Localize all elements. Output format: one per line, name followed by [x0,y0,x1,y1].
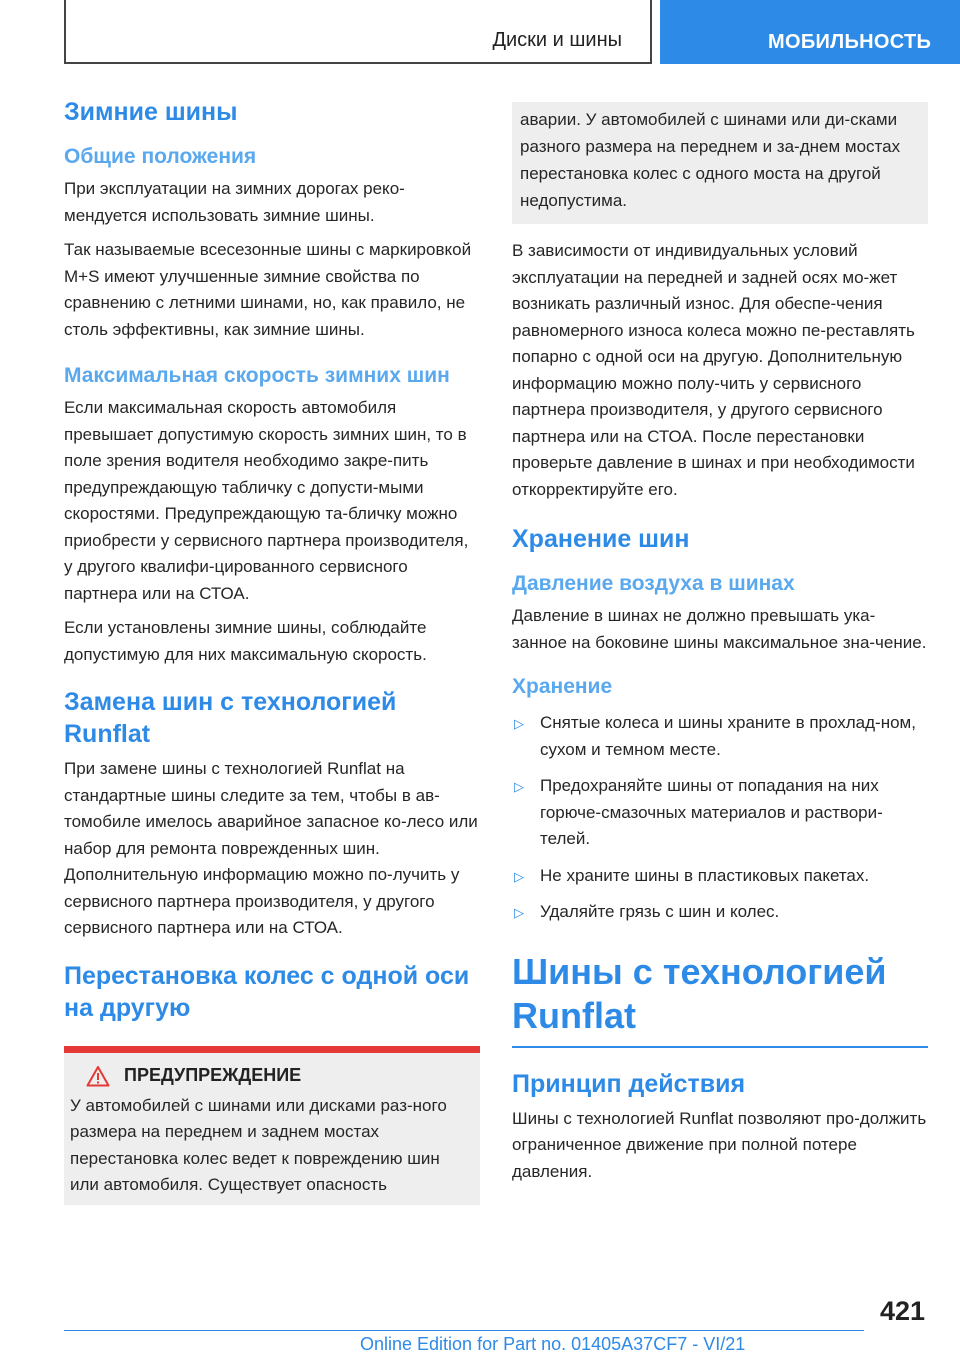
warning-header [70,1065,472,1087]
warning-box [64,1046,480,1205]
paragraph: Шины с технологией Runflat позволяют про-должить ограниченное движение при полной потере давления. [512,1108,927,1181]
right-column [512,102,928,1193]
paragraph: Давление в шинах не должно превышать ука-занное на боковине шины максимальное зна-чение. [512,606,927,652]
header-section-title: Диски и шины [492,29,622,51]
heading-runflat-change: Замена шин с технологией Runflat [64,688,397,748]
paragraph: При эксплуатации на зимних дорогах реко-мендуется использовать зимние шины. [64,179,405,225]
subheading-max-speed: Максимальная скорость зимних шин [64,364,450,387]
list-item: ▷ Удаляйте грязь с шин и колес. [512,899,928,926]
warning-box-continued [512,102,928,224]
heading-tire-storage: Хранение шин [512,525,690,553]
bullet-triangle-icon: ▷ [514,779,524,794]
section-divider [512,1046,928,1048]
header-section-box [64,0,652,64]
heading-operating-principle: Принцип действия [512,1069,746,1098]
bullet-triangle-icon: ▷ [514,905,524,920]
heading-winter-tires: Зимние шины [64,98,238,126]
warning-title: ПРЕДУПРЕЖДЕНИЕ [124,1065,302,1085]
bullet-triangle-icon: ▷ [514,868,524,884]
warning-text: У автомобилей с шинами или дисками раз-ного размера на переднем и заднем мостах перестановка колес ведет к повреждению шин или автомобиля. Существует опасность [70,1095,447,1194]
heading-wheel-rotation: Перестановка колес с одной оси на другую [64,961,470,1022]
header-chapter-label: МОБИЛЬНОСТЬ [768,31,932,53]
heading-runflat-tires: Шины с технологией Runflat [512,950,887,1036]
list-item: ▷ Снятые колеса и шины храните в прохлад-ном, сухом и темном месте. [514,713,916,759]
paragraph: При замене шины с технологией Runflat на стандартные шины следите за тем, чтобы в ав-томобиле имелось аварийное запасное ко-лесо или набор для ремонта поврежденных шин. Дополнительную информацию можно по-лучить у сервисного партнера производителя, у другого сервисного партнера или на СТОА. [64,759,478,937]
subheading-general: Общие положения [64,145,257,168]
paragraph: Если установлены зимние шины, соблюдайте допустимую для них максимальную скорость. [64,618,427,664]
warning-triangle-icon [86,1065,110,1087]
paragraph: Так называемые всесезонные шины с маркировкой M+S имеют улучшенные зимние свойства по сравнению с летними шинами, но, как правило, не столь эффективны, как зимние шины. [64,240,472,339]
list-item: ▷ Предохраняйте шины от попадания на них горюче-смазочных материалов и раствори-телей. [514,776,883,848]
footer-divider [64,1330,864,1331]
header-chapter-tab[interactable] [660,0,960,64]
storage-list [512,710,928,926]
bullet-triangle-icon: ▷ [514,716,524,731]
page-number: 421 [880,1296,926,1326]
list-item: ▷ Не храните шины в пластиковых пакетах. [512,863,928,890]
warning-text-continued: аварии. У автомобилей с шинами или ди-сками разного размера на переднем и за-днем мостах перестановка колес с одного моста на другой недопустима. [520,110,901,210]
left-column [64,96,480,1205]
subheading-tire-pressure: Давление воздуха в шинах [512,572,795,595]
footer-edition-link[interactable]: Online Edition for Part no. 01405A37CF7 - VI/21 [360,1334,746,1354]
paragraph: В зависимости от индивидуальных условий эксплуатации на передней и задней осях мо-жет возникать различный износ. Для обеспе-чения равномерного износа колеса можно пе-реставлять попарно с одной оси на другую. Дополнительную информацию можно полу-чить у сервисного партнера производителя, у другого сервисного партнера или на СТОА. После перестановки проверьте давление в шинах и при необходимости откорректируйте его. [512,241,915,499]
subheading-storage: Хранение [512,675,613,698]
paragraph: Если максимальная скорость автомобиля превышает допустимую скорость зимних шин, то в поле зрения водителя необходимо закре-пить предупреждающую табличку с допусти-мыми скоростями. Предупреждающую та-бличку можно приобрести у сервисного партнера производителя, у другого квалифи-цированного сервисного партнера или на СТОА. [64,398,469,603]
